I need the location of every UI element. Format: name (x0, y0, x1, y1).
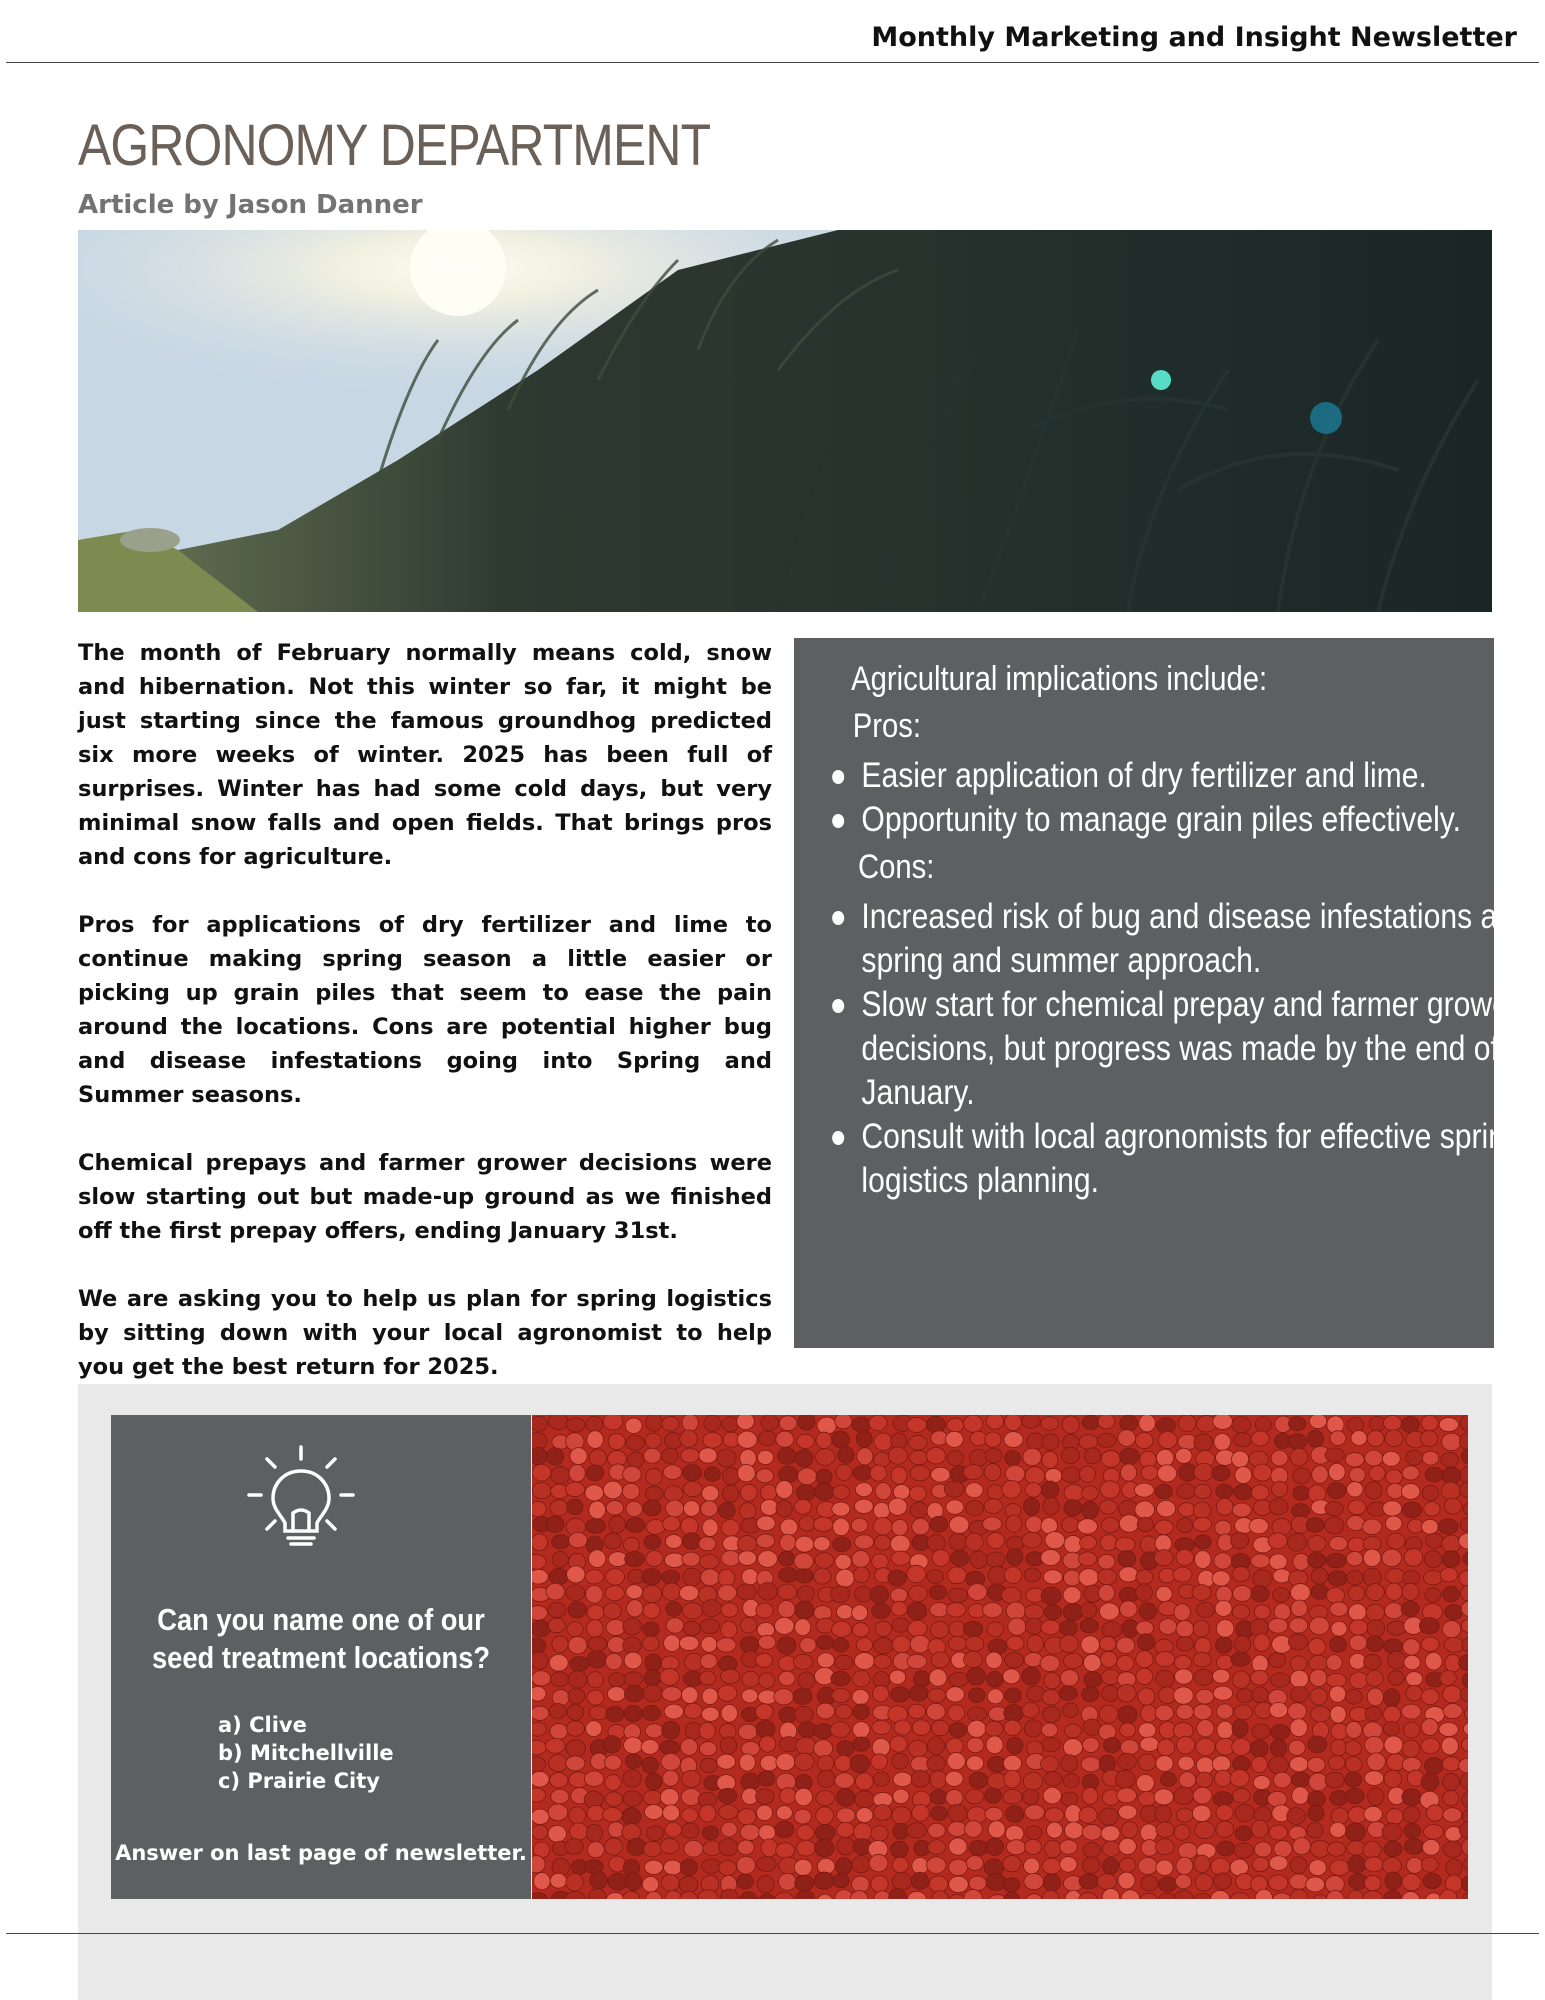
implications-heading: Agricultural implications include: (851, 660, 1268, 698)
article-paragraph: Chemical prepays and farmer grower decisions were slow starting out but made-up ground as we finished off the first prepay offers, ending January 31st. (78, 1150, 772, 1244)
article-paragraph: Pros for applications of dry fertilizer and lime to continue making spring season a little easier or picking up grain piles that seem to ease the pain around the locations. Cons are potential higher bug and disease infestations going into Spring and Summer seasons. (78, 912, 772, 1108)
cons-list (827, 895, 1524, 1203)
list-item: Slow start for chemical prepay and farmer grower decisions, but progress was made by the end of January. (827, 983, 1524, 1115)
quiz-option: c) Prairie City (218, 1769, 380, 1793)
list-item: Increased risk of bug and disease infestations as spring and summer approach. (827, 895, 1524, 983)
list-item: Consult with local agronomists for effective spring logistics planning. (827, 1115, 1524, 1203)
quiz-card (111, 1415, 531, 1899)
article-body (78, 636, 772, 1418)
quiz-option: a) Clive (218, 1713, 307, 1737)
newsletter-title: Monthly Marketing and Insight Newsletter (871, 22, 1517, 53)
footer-divider (6, 1933, 1539, 1934)
header-divider (6, 62, 1539, 63)
quiz-section (78, 1384, 1492, 2000)
quiz-option: b) Mitchellville (218, 1741, 394, 1765)
list-item: Easier application of dry fertilizer and lime. (827, 754, 1524, 798)
quiz-options (218, 1711, 394, 1795)
article-paragraph: We are asking you to help us plan for spring logistics by sitting down with your local agronomist to help you get the best return for 2025. (78, 1286, 772, 1380)
pros-list (827, 754, 1524, 842)
treated-seed-photo (532, 1415, 1468, 1899)
pros-label: Pros: (852, 707, 922, 745)
article-byline: Article by Jason Danner (78, 190, 423, 220)
article-paragraph: The month of February normally means cold, snow and hibernation. Not this winter so far, it might be just starting since the famous groundhog predicted six more weeks of winter. 2025 has been full of surprises. Winter has had some cold days, but very minimal snow falls and open fields. That brings pros and cons for agriculture. (78, 640, 772, 870)
lightbulb-icon (241, 1443, 361, 1553)
cornfield-photo (78, 230, 1492, 612)
cons-label: Cons: (857, 848, 935, 886)
implications-panel (794, 638, 1522, 1348)
quiz-question: Can you name one of our seed treatment locations? (151, 1602, 491, 1675)
list-item: Opportunity to manage grain piles effectively. (827, 798, 1524, 842)
quiz-answer-note: Answer on last page of newsletter. (115, 1841, 527, 1865)
department-title: AGRONOMY DEPARTMENT (78, 113, 711, 178)
